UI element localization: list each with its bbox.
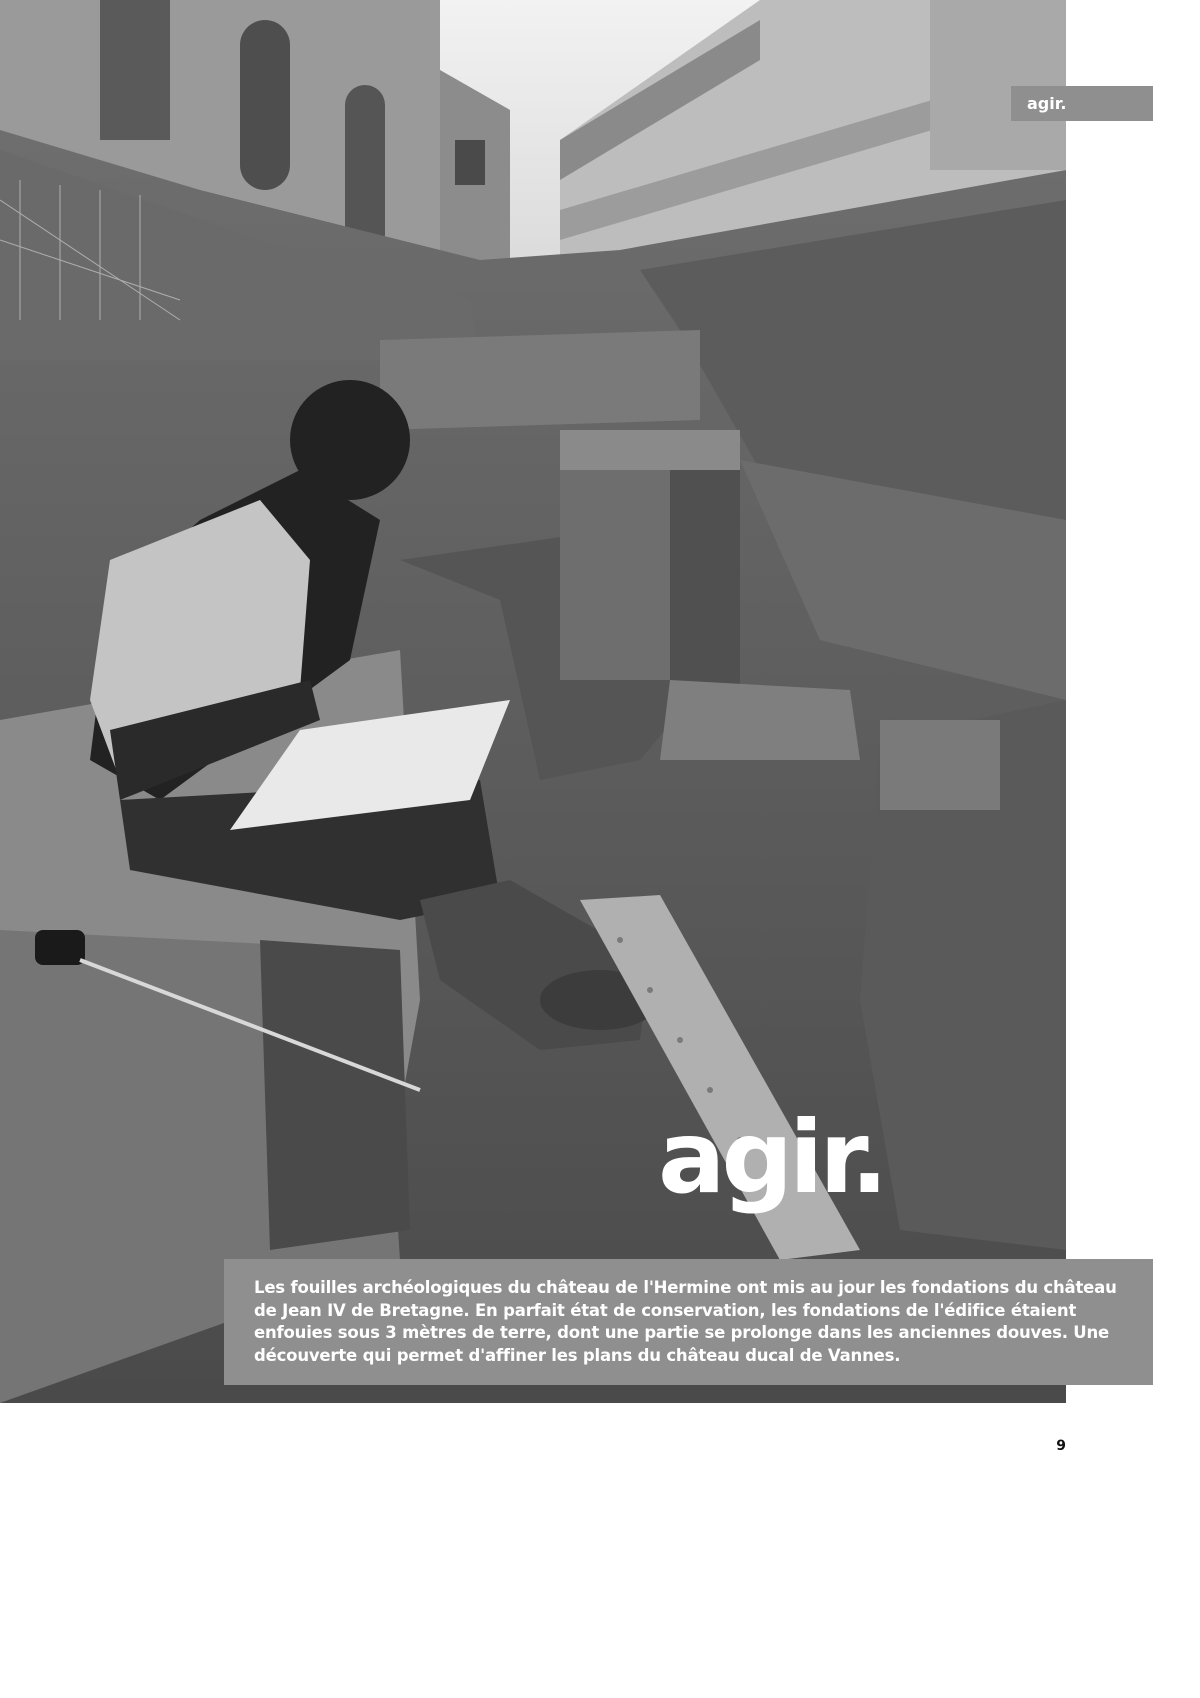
caption-text: Les fouilles archéologiques du château de l'Hermine ont mis au jour les fondations du château de Jean IV de Bretagne. En parfait état de conservation, les fondations de l'édifice étaient enfouies sous 3 mètres de terre, dont une partie se prolonge dans les anciennes douves. Une découverte qui permet d'affiner les plans du château ducal de Vannes.: [254, 1278, 1117, 1365]
page-number: 9: [1056, 1438, 1066, 1454]
section-tab-label: agir.: [1011, 86, 1153, 121]
agir-logo-overlay: agir.: [658, 1099, 885, 1216]
caption-box: [224, 1259, 1153, 1385]
